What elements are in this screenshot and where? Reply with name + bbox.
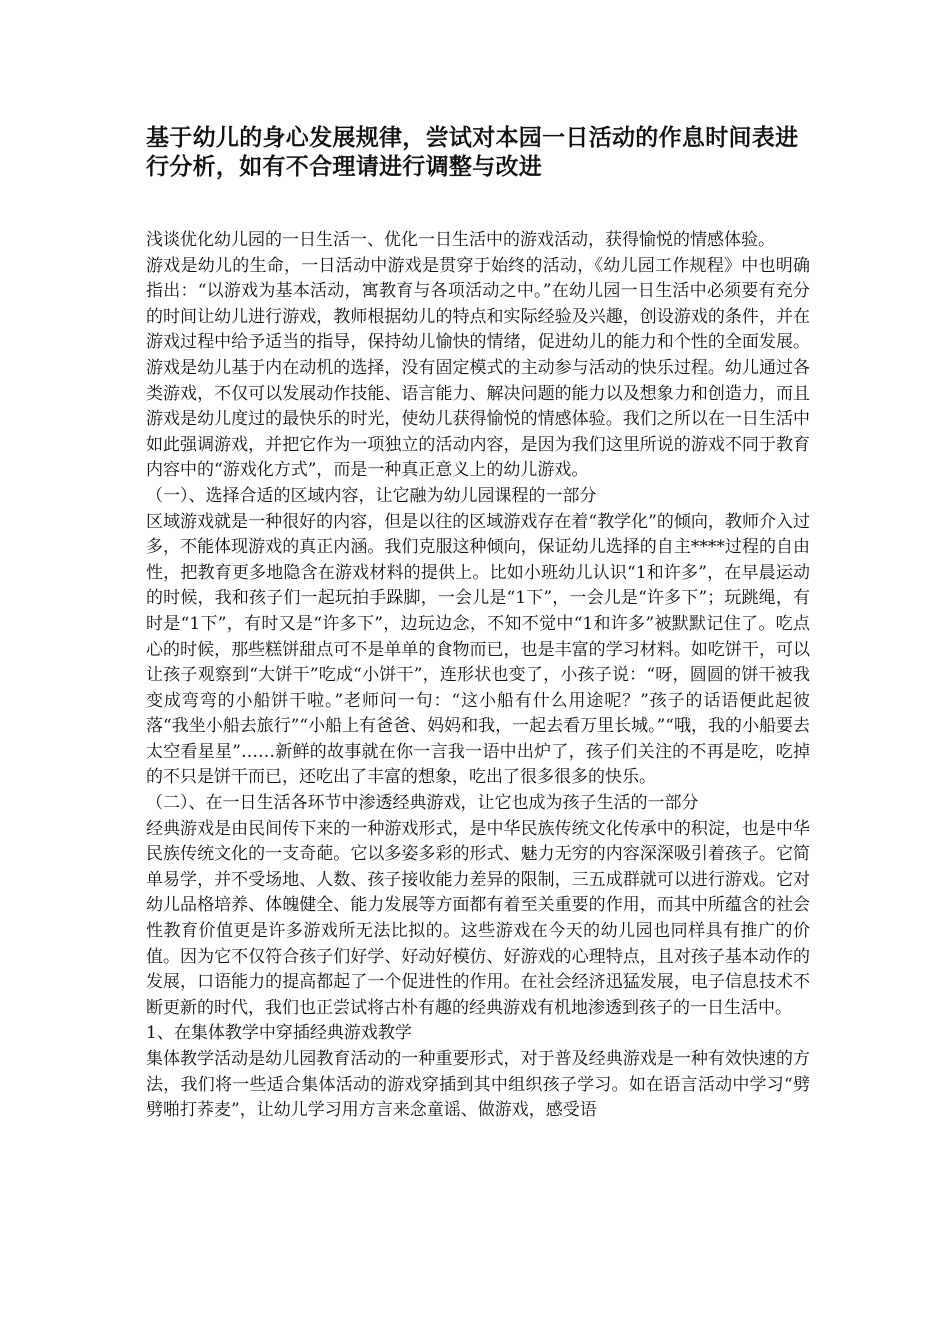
body-paragraph: 区域游戏就是一种很好的内容，但是以往的区域游戏存在着“教学化”的倾向，教师介入过多，不能体现游戏的真正内涵。我们克服这种倾向，保证幼儿选择的自主****过程的自由性，把教育更多地隐含在游戏材料的提供上。比如小班幼儿认识“1和许多”，在早晨运动的时候，我和孩子们一起玩拍手跺脚，一会儿是“1下”，一会儿是“许多下”；玩跳绳，有时是“1下”，有时又是“许多下”，边玩边念，不知不觉中“1和许多”被默默记住了。吃点心的时候，那些糕饼甜点可不是单单的食物而已，也是丰富的学习材料。如吃饼干，可以让孩子观察到“大饼干”吃成“小饼干”，连形状也变了，小孩子说：“呀，圆圆的饼干被我变成弯弯的小船饼干啦。”老师问一句：“这小船有什么用途呢？”孩子的话语便此起彼落“我坐小船去旅行”“小船上有爸爸、妈妈和我，一起去看万里长城。”“哦，我的小船要去太空看星星”……新鲜的故事就在你一言我一语中出炉了，孩子们关注的不再是吃，吃掉的不只是饼干而已，还吃出了丰富的想象，吃出了很多很多的快乐。 <box>146 511 810 788</box>
section-heading: （一）、选择合适的区域内容，让它融为幼儿园课程的一部分 <box>146 485 597 506</box>
document-title: 基于幼儿的身心发展规律，尝试对本园一日活动的作息时间表进行分析，如有不合理请进行调整与改进 <box>146 124 799 180</box>
document-body <box>146 228 810 1124</box>
intro-paragraph: 浅谈优化幼儿园的一日生活一、优化一日生活中的游戏活动，获得愉悦的情感体验。 <box>146 230 775 250</box>
body-paragraph: 游戏是幼儿的生命，一日活动中游戏是贯穿于始终的活动，《幼儿园工作规程》中也明确指出：“以游戏为基本活动，寓教育与各项活动之中。”在幼儿园一日生活中必须要有充分的时间让幼儿进行游戏，教师根据幼儿的特点和实际经验及兴趣，创设游戏的条件，并在游戏过程中给予适当的指导，保持幼儿愉快的情绪，促进幼儿的能力和个性的全面发展。游戏是幼儿基于内在动机的选择，没有固定模式的主动参与活动的快乐过程。幼儿通过各类游戏，不仅可以发展动作技能、语言能力、解决问题的能力以及想象力和创造力，而且游戏是幼儿度过的最快乐的时光，使幼儿获得愉悦的情感体验。我们之所以在一日生活中如此强调游戏，并把它作为一项独立的活动内容，是因为我们这里所说的游戏不同于教育内容中的“游戏化方式”，而是一种真正意义上的幼儿游戏。 <box>146 255 810 481</box>
body-paragraph: 集体教学活动是幼儿园教育活动的一种重要形式，对于普及经典游戏是一种有效快速的方法，我们将一些适合集体活动的游戏穿插到其中组织孩子学习。如在语言活动中学习“劈劈啪打荞麦”，让幼儿学习用方言来念童谣、做游戏，感受语 <box>146 1049 810 1121</box>
body-paragraph: 经典游戏是由民间传下来的一种游戏形式，是中华民族传统文化传承中的积淀，也是中华民族传统文化的一支奇葩。它以多姿多彩的形式、魅力无穷的内容深深吸引着孩子。它简单易学，并不受场地、人数、孩子接收能力差异的限制，三五成群就可以进行游戏。它对幼儿品格培养、体魄健全、能力发展等方面都有着至关重要的作用，而其中所蕴含的社会性教育价值更是许多游戏所无法比拟的。这些游戏在今天的幼儿园也同样具有推广的价值。因为它不仅符合孩子们好学、好动好模仿、好游戏的心理特点，且对孩子基本动作的发展，口语能力的提高都起了一个促进性的作用。在社会经济迅猛发展，电子信息技术不断更新的时代，我们也正尝试将古朴有趣的经典游戏有机地渗透到孩子的一日生活中。 <box>146 818 810 1018</box>
section-heading: （二）、在一日生活各环节中渗透经典游戏，让它也成为孩子生活的一部分 <box>146 793 699 814</box>
subsection-heading: 1、在集体教学中穿插经典游戏教学 <box>146 1023 412 1044</box>
